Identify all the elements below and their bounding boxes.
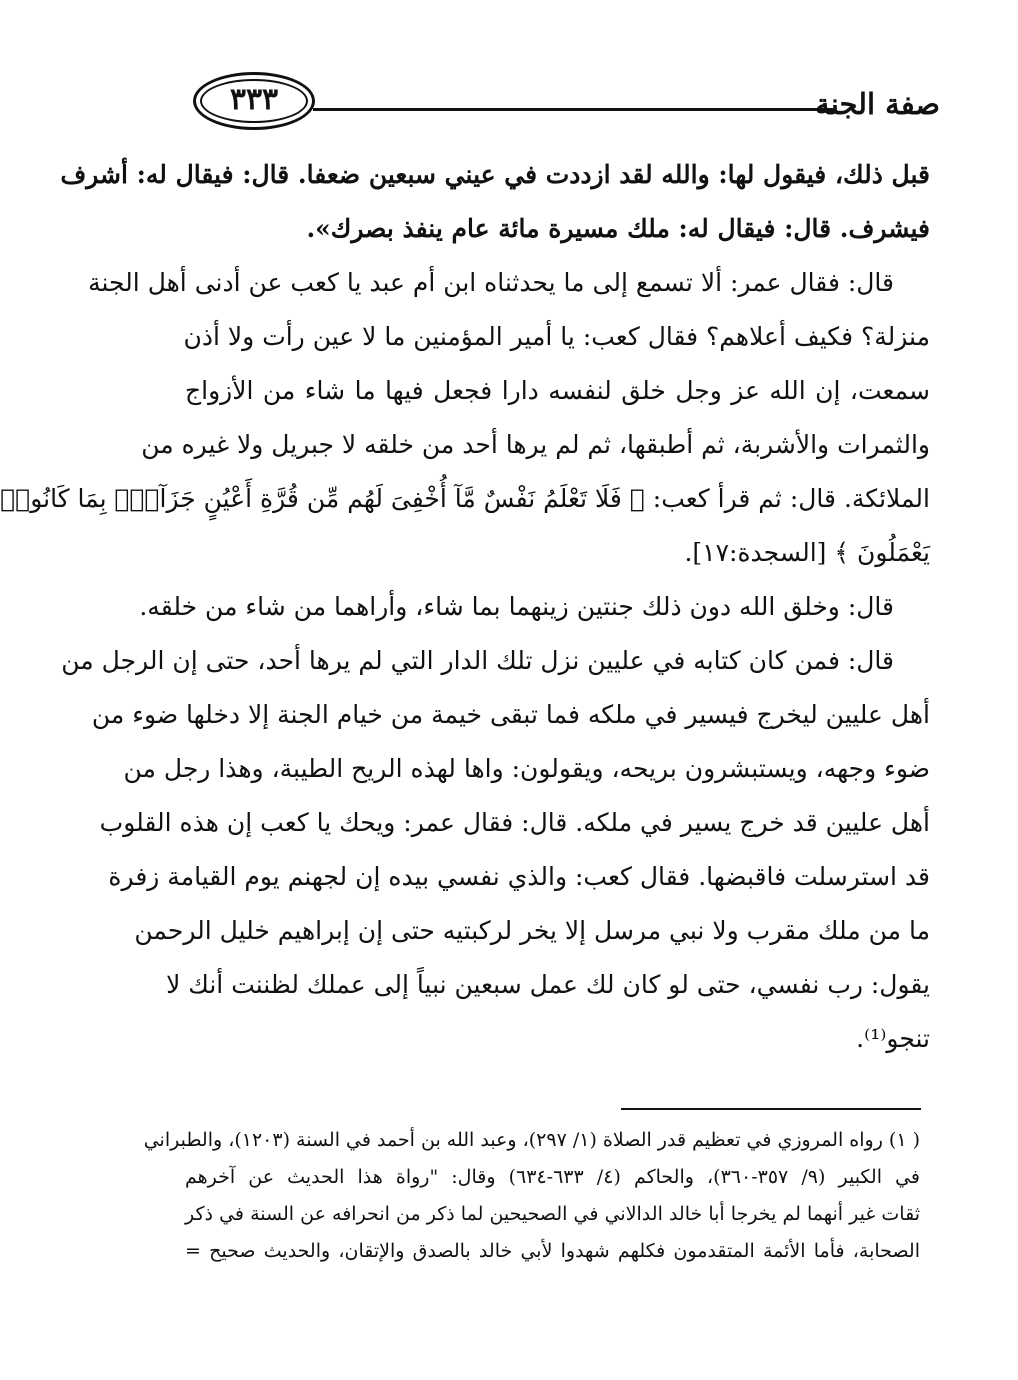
footnotes: [143, 1122, 920, 1270]
text-line: تنجو⁽¹⁾.: [856, 1024, 930, 1053]
main-text: [0, 148, 930, 1066]
text-line: ضوء وجهه، ويستبشرون بريحه، ويقولون: واها لهذه الريح الطيبة، وهذا رجل من: [123, 754, 930, 783]
footnote-line: ( ١) رواه المروزي في تعظيم قدر الصلاة (١/ ٢٩٧)، وعبد الله بن أحمد في السنة (١٢٠٣)، والطبراني: [143, 1129, 920, 1151]
page-number: ٣٣٣: [229, 82, 279, 117]
text-line: قد استرسلت فاقبضها. فقال كعب: والذي نفسي بيده إن لجهنم يوم القيامة زفرة: [108, 862, 930, 891]
text-line: فيشرف. قال: فيقال له: ملك مسيرة مائة عام ينفذ بصرك».: [306, 214, 930, 243]
text-line: يقول: رب نفسي، حتى لو كان لك عمل سبعين نبياً إلى عملك لظننت أنك لا: [166, 970, 930, 999]
text-line: قال: وخلق الله دون ذلك جنتين زينهما بما شاء، وأراهما من شاء من خلقه.: [139, 592, 894, 621]
quran-verse-line: الملائكة. قال: ثم قرأ كعب: ﴿ فَلَا تَعْلَمُ نَفْسٌ مَّآ أُخْفِىَ لَهُم مِّن قُرَّةِ أَعْيُنٍ جَزَآءًۢ بِمَا كَانُوا۟: [0, 484, 930, 513]
text-line: سمعت، إن الله عز وجل خلق لنفسه دارا فجعل فيها ما شاء من الأزواج: [185, 376, 930, 405]
text-line: ما من ملك مقرب ولا نبي مرسل إلا يخر لركبتيه حتى إن إبراهيم خليل الرحمن: [134, 916, 930, 945]
text-line: قال: فقال عمر: ألا تسمع إلى ما يحدثناه ابن أم عبد يا كعب عن أدنى أهل الجنة: [88, 268, 894, 297]
text-line: منزلة؟ فكيف أعلاهم؟ فقال كعب: يا أمير المؤمنين ما لا عين رأت ولا أذن: [183, 322, 930, 351]
footnote-line: في الكبير (٩/ ٣٥٧-٣٦٠)، والحاكم (٤/ ٦٣٣-٦٣٤) وقال: "رواة هذا الحديث عن آخرهم: [185, 1166, 920, 1188]
text-line: قبل ذلك، فيقول لها: والله لقد ازددت في عيني سبعين ضعفا. قال: فيقال له: أشرف: [60, 160, 930, 189]
header-rule: [313, 108, 833, 111]
running-title: صفة الجنة: [815, 87, 940, 121]
text-line: قال: فمن كان كتابه في عليين نزل تلك الدار التي لم يرها أحد، حتى إن الرجل من: [61, 646, 894, 675]
quran-verse-line: يَعْمَلُونَ ﴾ [السجدة:١٧].: [684, 538, 930, 567]
page-header: [73, 0, 1018, 140]
text-line: والثمرات والأشربة، ثم أطبقها، ثم لم يرها أحد من خلقه لا جبريل ولا غيره من: [141, 430, 930, 459]
text-line: أهل عليين قد خرج يسير في ملكه. قال: فقال عمر: ويحك يا كعب إن هذه القلوب: [99, 808, 930, 837]
text-line: أهل عليين ليخرج فيسير في ملكه فما تبقى خيمة من خيام الجنة إلا دخلها ضوء من: [91, 700, 930, 729]
footnote-line: ثقات غير أنهما لم يخرجا أبا خالد الدالاني في الصحيحين لما ذكر من انحرافه عن السنة في ذكر: [185, 1203, 920, 1225]
footnote-rule: [621, 1108, 921, 1110]
footnote-line: الصحابة، فأما الأئمة المتقدمون فكلهم شهدوا لأبي خالد بالصدق والإتقان، والحديث صحيح =: [185, 1240, 920, 1262]
